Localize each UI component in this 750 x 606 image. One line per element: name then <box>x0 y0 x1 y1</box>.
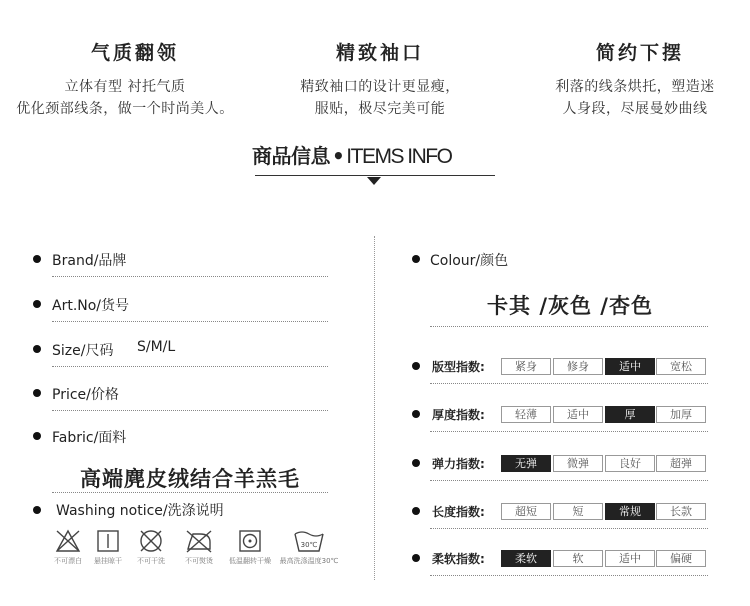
divider-dots <box>430 431 708 432</box>
index-option: 加厚 <box>656 406 706 423</box>
index-option: 长款 <box>656 503 706 520</box>
care-caption: 低温翻转干燥 <box>229 557 271 565</box>
divider-dots <box>52 492 328 493</box>
feature-desc-line: 优化颈部线条，做一个时尚美人。 <box>16 101 234 117</box>
colour-label: Colour/颜色 <box>430 253 509 269</box>
feature-desc-hem <box>520 76 750 120</box>
care-caption: 悬挂晾干 <box>94 557 122 565</box>
divider-dots <box>430 326 708 327</box>
divider-dots <box>430 480 708 481</box>
price-label: Price/价格 <box>52 387 119 403</box>
tumble-dry-icon <box>237 528 263 554</box>
feature-desc-line: 人身段，尽展曼妙曲线 <box>562 101 708 117</box>
care-item-tumble-dry <box>225 528 275 566</box>
divider-dots <box>52 366 328 367</box>
bullet-icon <box>33 389 41 397</box>
feature-desc-cuff <box>255 76 505 120</box>
divider-dots <box>52 410 328 411</box>
index-option: 宽松 <box>656 358 706 375</box>
index-option: 超短 <box>501 503 551 520</box>
care-item-wash-30 <box>278 528 340 566</box>
index-option: 软 <box>553 550 603 567</box>
no-iron-icon <box>185 528 213 554</box>
bullet-icon <box>33 300 41 308</box>
index-label: 弹力指数: <box>432 457 485 471</box>
wash-temp-label: 30℃ <box>300 541 318 549</box>
index-label: 长度指数: <box>432 505 485 519</box>
section-title: 商品信息 <box>252 144 330 168</box>
bullet-icon <box>412 255 420 263</box>
divider-dots <box>430 528 708 529</box>
divider-dots <box>52 321 328 322</box>
no-wash-icon <box>138 528 164 554</box>
index-option: 无弹 <box>501 455 551 472</box>
no-bleach-icon <box>55 528 81 554</box>
index-option: 超弹 <box>656 455 706 472</box>
index-option: 轻薄 <box>501 406 551 423</box>
index-option: 常规 <box>605 503 655 520</box>
art-no-label: Art.No/货号 <box>52 298 130 314</box>
care-item-no-iron <box>174 528 224 566</box>
size-value: S/M/L <box>137 339 176 355</box>
section-heading <box>252 140 502 169</box>
feature-title-hem: 简约下摆 <box>595 42 684 64</box>
washing-label: Washing notice/洗涤说明 <box>56 503 224 519</box>
index-option: 良好 <box>605 455 655 472</box>
care-caption: 不可干洗 <box>137 557 165 565</box>
index-option: 微弹 <box>553 455 603 472</box>
care-caption: 不可熨烫 <box>185 557 213 565</box>
index-option: 修身 <box>553 358 603 375</box>
bullet-icon <box>412 507 420 515</box>
colour-value: 卡其 /灰色 /杏色 <box>487 294 653 318</box>
bullet-icon <box>33 345 41 353</box>
bullet-icon <box>33 432 41 440</box>
feature-desc-line: 精致袖口的设计更显瘦， <box>300 79 460 95</box>
index-option: 偏硬 <box>656 550 706 567</box>
section-dot: • <box>332 144 345 168</box>
fabric-label: Fabric/面料 <box>52 430 127 446</box>
brand-label: Brand/品牌 <box>52 253 127 269</box>
size-label: Size/尺码 <box>52 343 114 359</box>
bullet-icon <box>33 255 41 263</box>
column-divider <box>374 236 375 580</box>
hang-dry-icon <box>95 528 121 554</box>
wash-30-icon <box>293 528 325 554</box>
feature-desc-collar <box>0 76 250 120</box>
index-option: 适中 <box>605 358 655 375</box>
index-label: 厚度指数: <box>432 408 485 422</box>
section-arrow-icon <box>367 177 381 185</box>
index-label: 版型指数: <box>432 360 485 374</box>
feature-desc-line: 立体有型 衬托气质 <box>64 79 186 95</box>
index-option: 适中 <box>605 550 655 567</box>
index-option: 厚 <box>605 406 655 423</box>
section-subtitle: ITEMS INFO <box>346 145 452 168</box>
bullet-icon <box>412 362 420 370</box>
care-item-no-wash <box>126 528 176 566</box>
index-label: 柔软指数: <box>432 552 485 566</box>
divider-dots <box>430 575 708 576</box>
feature-desc-line: 利落的线条烘托，塑造迷 <box>555 79 715 95</box>
feature-title-cuff: 精致袖口 <box>335 42 424 64</box>
index-option: 柔软 <box>501 550 551 567</box>
index-option: 紧身 <box>501 358 551 375</box>
index-option: 适中 <box>553 406 603 423</box>
divider-dots <box>52 276 328 277</box>
bullet-icon <box>412 554 420 562</box>
fabric-value: 高端麂皮绒结合羊羔毛 <box>80 467 300 491</box>
feature-desc-line: 服贴，极尽完美可能 <box>314 101 446 117</box>
feature-title-collar: 气质翻领 <box>90 42 179 64</box>
divider-dots <box>430 383 708 384</box>
bullet-icon <box>412 459 420 467</box>
care-caption: 不可漂白 <box>54 557 82 565</box>
index-option: 短 <box>553 503 603 520</box>
bullet-icon <box>33 506 41 514</box>
section-underline <box>255 175 495 176</box>
care-caption: 最高洗涤温度30℃ <box>279 557 339 565</box>
bullet-icon <box>412 410 420 418</box>
